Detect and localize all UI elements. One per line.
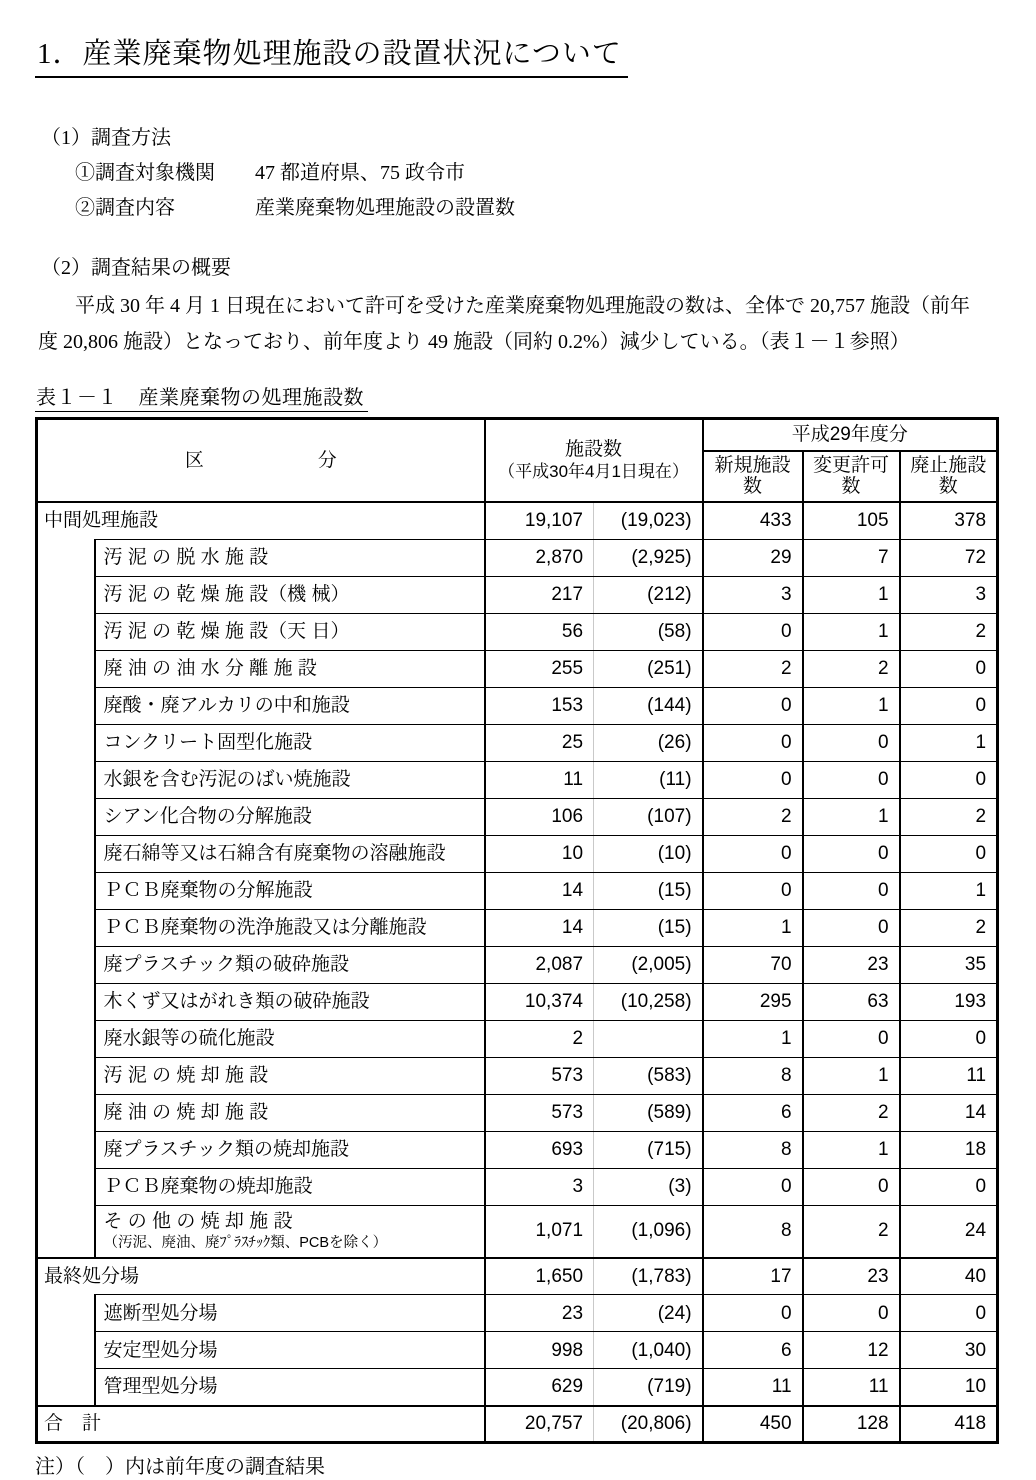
cell-abolished-count: 418 (900, 1406, 998, 1443)
indent-cell (37, 1020, 95, 1057)
survey-content-label: ②調査内容 (75, 197, 175, 219)
cell-category: 最終処分場 (37, 1258, 485, 1295)
cell-new-count: 70 (703, 946, 803, 983)
col-header-new: 新規施設数 (703, 451, 803, 503)
table-row (37, 724, 998, 761)
indent-cell (37, 1295, 95, 1332)
col-header-fy29: 平成29年度分 (703, 419, 998, 451)
cell-abolished-count: 10 (900, 1369, 998, 1406)
cell-count-previous (594, 1020, 703, 1057)
cell-changed-count: 0 (803, 1168, 900, 1205)
indent-cell (37, 909, 95, 946)
cell-count-current: 2 (485, 1020, 594, 1057)
cell-abolished-count: 0 (900, 761, 998, 798)
cell-count-current: 10 (485, 835, 594, 872)
indent-cell (37, 724, 95, 761)
paragraph-line-2: 度 20,806 施設）となっており、前年度より 49 施設（同約 0.2%）減少している。（表１－１参照） (38, 331, 910, 353)
cell-changed-count: 0 (803, 909, 900, 946)
cell-changed-count: 1 (803, 798, 900, 835)
cell-category-label: 遮断型処分場 (103, 1302, 218, 1324)
table-note: 注）（ ）内は前年度の調査結果 (35, 1456, 325, 1479)
facility-count-date: （平成30年4月1日現在） (498, 462, 689, 482)
cell-count-current: 106 (485, 798, 594, 835)
cell-changed-count: 1 (803, 1131, 900, 1168)
indent-cell (37, 983, 95, 1020)
cell-count-previous: (715) (594, 1131, 703, 1168)
cell-abolished-count: 18 (900, 1131, 998, 1168)
cell-category (95, 650, 485, 687)
cell-category-label: 廃 油 の 焼 却 施 設 (103, 1101, 269, 1123)
cell-category (95, 983, 485, 1020)
table-row (37, 909, 998, 946)
survey-result-paragraph (35, 288, 996, 360)
cell-abolished-count: 1 (900, 724, 998, 761)
survey-content-row (35, 191, 996, 226)
cell-count-previous: (20,806) (594, 1406, 703, 1443)
col-header-facility-count (485, 419, 703, 503)
cell-count-current: 153 (485, 687, 594, 724)
cell-count-previous: (107) (594, 798, 703, 835)
survey-target-label: ①調査対象機関 (75, 162, 215, 184)
indent-cell (37, 1332, 95, 1369)
cell-count-previous: (1,096) (594, 1205, 703, 1258)
indent-cell (37, 650, 95, 687)
cell-changed-count: 2 (803, 1205, 900, 1258)
cell-count-previous: (15) (594, 872, 703, 909)
indent-cell (37, 539, 95, 576)
cell-new-count: 0 (703, 724, 803, 761)
cell-changed-count: 2 (803, 1094, 900, 1131)
table-row (37, 1020, 998, 1057)
indent-cell (37, 613, 95, 650)
cell-category-label: 廃プラスチック類の焼却施設 (103, 1138, 349, 1160)
cell-category (95, 872, 485, 909)
col-header-abolished: 廃止施設数 (900, 451, 998, 503)
table-row (37, 539, 998, 576)
cell-new-count: 29 (703, 539, 803, 576)
cell-category (95, 687, 485, 724)
cell-new-count: 0 (703, 872, 803, 909)
cell-changed-count: 0 (803, 1020, 900, 1057)
cell-abolished-count: 30 (900, 1332, 998, 1369)
cell-count-current: 25 (485, 724, 594, 761)
table-row (37, 1295, 998, 1332)
cell-category-label: 汚 泥 の 脱 水 施 設 (103, 546, 269, 568)
indent-cell (37, 687, 95, 724)
cell-category-label: そ の 他 の 焼 却 施 設 (103, 1210, 293, 1232)
facility-table (35, 417, 999, 1444)
cell-category (95, 1094, 485, 1131)
table-row (37, 761, 998, 798)
cell-count-previous: (3) (594, 1168, 703, 1205)
cell-abolished-count: 193 (900, 983, 998, 1020)
cell-category (95, 1332, 485, 1369)
cell-count-current: 998 (485, 1332, 594, 1369)
cell-count-current: 14 (485, 909, 594, 946)
cell-new-count: 0 (703, 761, 803, 798)
indent-cell (37, 1369, 95, 1406)
table-caption: 表１－１ 産業廃棄物の処理施設数 (35, 388, 368, 412)
cell-category (95, 909, 485, 946)
cell-category (95, 539, 485, 576)
cell-count-previous: (212) (594, 576, 703, 613)
cell-count-previous: (2,005) (594, 946, 703, 983)
cell-count-current: 56 (485, 613, 594, 650)
indent-cell (37, 1057, 95, 1094)
cell-count-current: 10,374 (485, 983, 594, 1020)
cell-count-previous: (11) (594, 761, 703, 798)
cell-category (95, 798, 485, 835)
cell-count-current: 255 (485, 650, 594, 687)
indent-cell (37, 835, 95, 872)
cell-new-count: 1 (703, 909, 803, 946)
table-row (37, 1332, 998, 1369)
cell-new-count: 450 (703, 1406, 803, 1443)
cell-count-previous: (1,040) (594, 1332, 703, 1369)
cell-new-count: 8 (703, 1057, 803, 1094)
cell-changed-count: 23 (803, 946, 900, 983)
cell-count-current: 573 (485, 1057, 594, 1094)
cell-new-count: 0 (703, 835, 803, 872)
cell-new-count: 1 (703, 1020, 803, 1057)
cell-category-label: 廃プラスチック類の破砕施設 (103, 953, 349, 975)
cell-category-label: ＰＣＢ廃棄物の分解施設 (103, 879, 313, 901)
table-row (37, 835, 998, 872)
cell-changed-count: 1 (803, 613, 900, 650)
cell-new-count: 0 (703, 1295, 803, 1332)
table-row (37, 1406, 998, 1443)
cell-abolished-count: 0 (900, 650, 998, 687)
indent-cell (37, 1205, 95, 1258)
cell-new-count: 0 (703, 1168, 803, 1205)
cell-abolished-count: 14 (900, 1094, 998, 1131)
cell-abolished-count: 0 (900, 1168, 998, 1205)
cell-abolished-count: 35 (900, 946, 998, 983)
cell-count-current: 693 (485, 1131, 594, 1168)
cell-category-label: 管理型処分場 (103, 1376, 218, 1398)
cell-category-label: 水銀を含む汚泥のばい焼施設 (103, 768, 351, 790)
facility-table-header (37, 419, 998, 503)
cell-abolished-count: 0 (900, 687, 998, 724)
cell-count-current: 2,870 (485, 539, 594, 576)
cell-category-label: シアン化合物の分解施設 (103, 805, 312, 827)
table-row (37, 650, 998, 687)
cell-count-previous: (26) (594, 724, 703, 761)
cell-category-label: ＰＣＢ廃棄物の焼却施設 (103, 1175, 313, 1197)
cell-count-current: 573 (485, 1094, 594, 1131)
cell-changed-count: 2 (803, 650, 900, 687)
cell-count-current: 629 (485, 1369, 594, 1406)
cell-category (95, 946, 485, 983)
cell-category-note: （汚泥、廃油、廃ﾌﾟﾗｽﾁｯｸ類、PCBを除く） (103, 1234, 388, 1251)
cell-abolished-count: 0 (900, 835, 998, 872)
indent-cell (37, 761, 95, 798)
cell-count-current: 23 (485, 1295, 594, 1332)
cell-count-current: 14 (485, 872, 594, 909)
survey-content-value: 産業廃棄物処理施設の設置数 (255, 197, 515, 219)
cell-new-count: 17 (703, 1258, 803, 1295)
cell-count-previous: (15) (594, 909, 703, 946)
cell-category-label: 廃水銀等の硫化施設 (103, 1027, 275, 1049)
cell-category-label: 汚 泥 の 乾 燥 施 設（機 械） (103, 583, 350, 605)
indent-cell (37, 946, 95, 983)
cell-category (95, 724, 485, 761)
cell-count-previous: (719) (594, 1369, 703, 1406)
indent-cell (37, 1168, 95, 1205)
table-row (37, 1258, 998, 1295)
indent-cell (37, 576, 95, 613)
table-row (37, 1057, 998, 1094)
cell-abolished-count: 1 (900, 872, 998, 909)
cell-category (95, 576, 485, 613)
cell-category-label: 安定型処分場 (103, 1339, 218, 1361)
survey-target-row (35, 156, 996, 191)
cell-count-previous: (1,783) (594, 1258, 703, 1295)
cell-category: 合 計 (37, 1406, 485, 1443)
cell-category (95, 1168, 485, 1205)
cell-category (95, 1020, 485, 1057)
cell-changed-count: 1 (803, 1057, 900, 1094)
cell-abolished-count: 378 (900, 502, 998, 539)
cell-new-count: 2 (703, 798, 803, 835)
cell-count-current: 11 (485, 761, 594, 798)
cell-abolished-count: 0 (900, 1020, 998, 1057)
cell-new-count: 0 (703, 613, 803, 650)
table-row (37, 1205, 998, 1258)
cell-changed-count: 11 (803, 1369, 900, 1406)
cell-count-current: 19,107 (485, 502, 594, 539)
table-row (37, 872, 998, 909)
cell-abolished-count: 2 (900, 613, 998, 650)
table-row (37, 1131, 998, 1168)
table-row (37, 983, 998, 1020)
cell-changed-count: 23 (803, 1258, 900, 1295)
cell-changed-count: 63 (803, 983, 900, 1020)
table-row (37, 1369, 998, 1406)
cell-changed-count: 0 (803, 835, 900, 872)
cell-changed-count: 128 (803, 1406, 900, 1443)
cell-new-count: 6 (703, 1094, 803, 1131)
cell-changed-count: 105 (803, 502, 900, 539)
cell-count-current: 3 (485, 1168, 594, 1205)
col-header-changed: 変更許可数 (803, 451, 900, 503)
table-caption-row (35, 388, 996, 412)
title-row (35, 40, 996, 78)
facility-count-title: 施設数 (565, 439, 623, 461)
survey-target-value: 47 都道府県、75 政令市 (255, 162, 465, 184)
cell-category-label: 廃酸・廃アルカリの中和施設 (103, 694, 350, 716)
cell-new-count: 8 (703, 1205, 803, 1258)
cell-new-count: 0 (703, 687, 803, 724)
indent-cell (37, 1094, 95, 1131)
cell-count-previous: (58) (594, 613, 703, 650)
table-row (37, 798, 998, 835)
cell-category-label: 汚 泥 の 乾 燥 施 設（天 日） (103, 620, 350, 642)
cell-abolished-count: 2 (900, 798, 998, 835)
cell-category (95, 761, 485, 798)
cell-changed-count: 7 (803, 539, 900, 576)
cell-count-previous: (251) (594, 650, 703, 687)
cell-changed-count: 12 (803, 1332, 900, 1369)
indent-cell (37, 872, 95, 909)
cell-count-previous: (2,925) (594, 539, 703, 576)
cell-category: 中間処理施設 (37, 502, 485, 539)
page-title: 1．産業廃棄物処理施設の設置状況について (35, 40, 628, 78)
cell-abolished-count: 3 (900, 576, 998, 613)
indent-cell (37, 1131, 95, 1168)
table-row (37, 687, 998, 724)
cell-new-count: 6 (703, 1332, 803, 1369)
cell-count-previous: (10) (594, 835, 703, 872)
cell-count-previous: (144) (594, 687, 703, 724)
cell-category-label: 廃 油 の 油 水 分 離 施 設 (103, 657, 317, 679)
cell-changed-count: 0 (803, 724, 900, 761)
survey-method-section (35, 120, 996, 226)
cell-abolished-count: 24 (900, 1205, 998, 1258)
table-row (37, 946, 998, 983)
cell-changed-count: 0 (803, 1295, 900, 1332)
table-row (37, 613, 998, 650)
cell-abolished-count: 2 (900, 909, 998, 946)
cell-new-count: 11 (703, 1369, 803, 1406)
survey-result-section (35, 250, 996, 360)
cell-new-count: 2 (703, 650, 803, 687)
table-row (37, 502, 998, 539)
facility-table-body (37, 502, 998, 1443)
cell-count-current: 20,757 (485, 1406, 594, 1443)
cell-count-previous: (589) (594, 1094, 703, 1131)
cell-changed-count: 1 (803, 687, 900, 724)
cell-new-count: 3 (703, 576, 803, 613)
table-row (37, 1094, 998, 1131)
table-row (37, 1168, 998, 1205)
cell-count-current: 1,071 (485, 1205, 594, 1258)
cell-changed-count: 1 (803, 576, 900, 613)
cell-abolished-count: 72 (900, 539, 998, 576)
col-header-category: 区 分 (37, 419, 485, 503)
cell-category (95, 1057, 485, 1094)
cell-category-label: ＰＣＢ廃棄物の洗浄施設又は分離施設 (103, 916, 427, 938)
cell-changed-count: 0 (803, 761, 900, 798)
cell-count-current: 2,087 (485, 946, 594, 983)
cell-category (95, 1205, 485, 1258)
cell-category-label: 廃石綿等又は石綿含有廃棄物の溶融施設 (103, 842, 446, 864)
cell-category-label: 木くず又はがれき類の破砕施設 (103, 990, 370, 1012)
cell-category (95, 1295, 485, 1332)
paragraph-line-1: 平成 30 年 4 月 1 日現在において許可を受けた産業廃棄物処理施設の数は、全体で 20,757 施設（前年 (75, 295, 970, 317)
cell-abolished-count: 11 (900, 1057, 998, 1094)
survey-method-heading: （1）調査方法 (41, 127, 171, 149)
cell-new-count: 8 (703, 1131, 803, 1168)
cell-category (95, 1131, 485, 1168)
cell-count-previous: (24) (594, 1295, 703, 1332)
cell-category (95, 1369, 485, 1406)
cell-abolished-count: 40 (900, 1258, 998, 1295)
cell-category-label: 汚 泥 の 焼 却 施 設 (103, 1064, 269, 1086)
cell-category (95, 835, 485, 872)
cell-count-current: 1,650 (485, 1258, 594, 1295)
cell-category (95, 613, 485, 650)
cell-count-previous: (10,258) (594, 983, 703, 1020)
cell-count-current: 217 (485, 576, 594, 613)
cell-new-count: 433 (703, 502, 803, 539)
table-header-row-1 (37, 419, 998, 451)
cell-count-previous: (583) (594, 1057, 703, 1094)
cell-new-count: 295 (703, 983, 803, 1020)
cell-category-label: コンクリート固型化施設 (103, 731, 313, 753)
cell-abolished-count: 0 (900, 1295, 998, 1332)
indent-cell (37, 798, 95, 835)
cell-changed-count: 0 (803, 872, 900, 909)
cell-count-previous: (19,023) (594, 502, 703, 539)
table-row (37, 576, 998, 613)
survey-result-heading: （2）調査結果の概要 (41, 257, 231, 279)
